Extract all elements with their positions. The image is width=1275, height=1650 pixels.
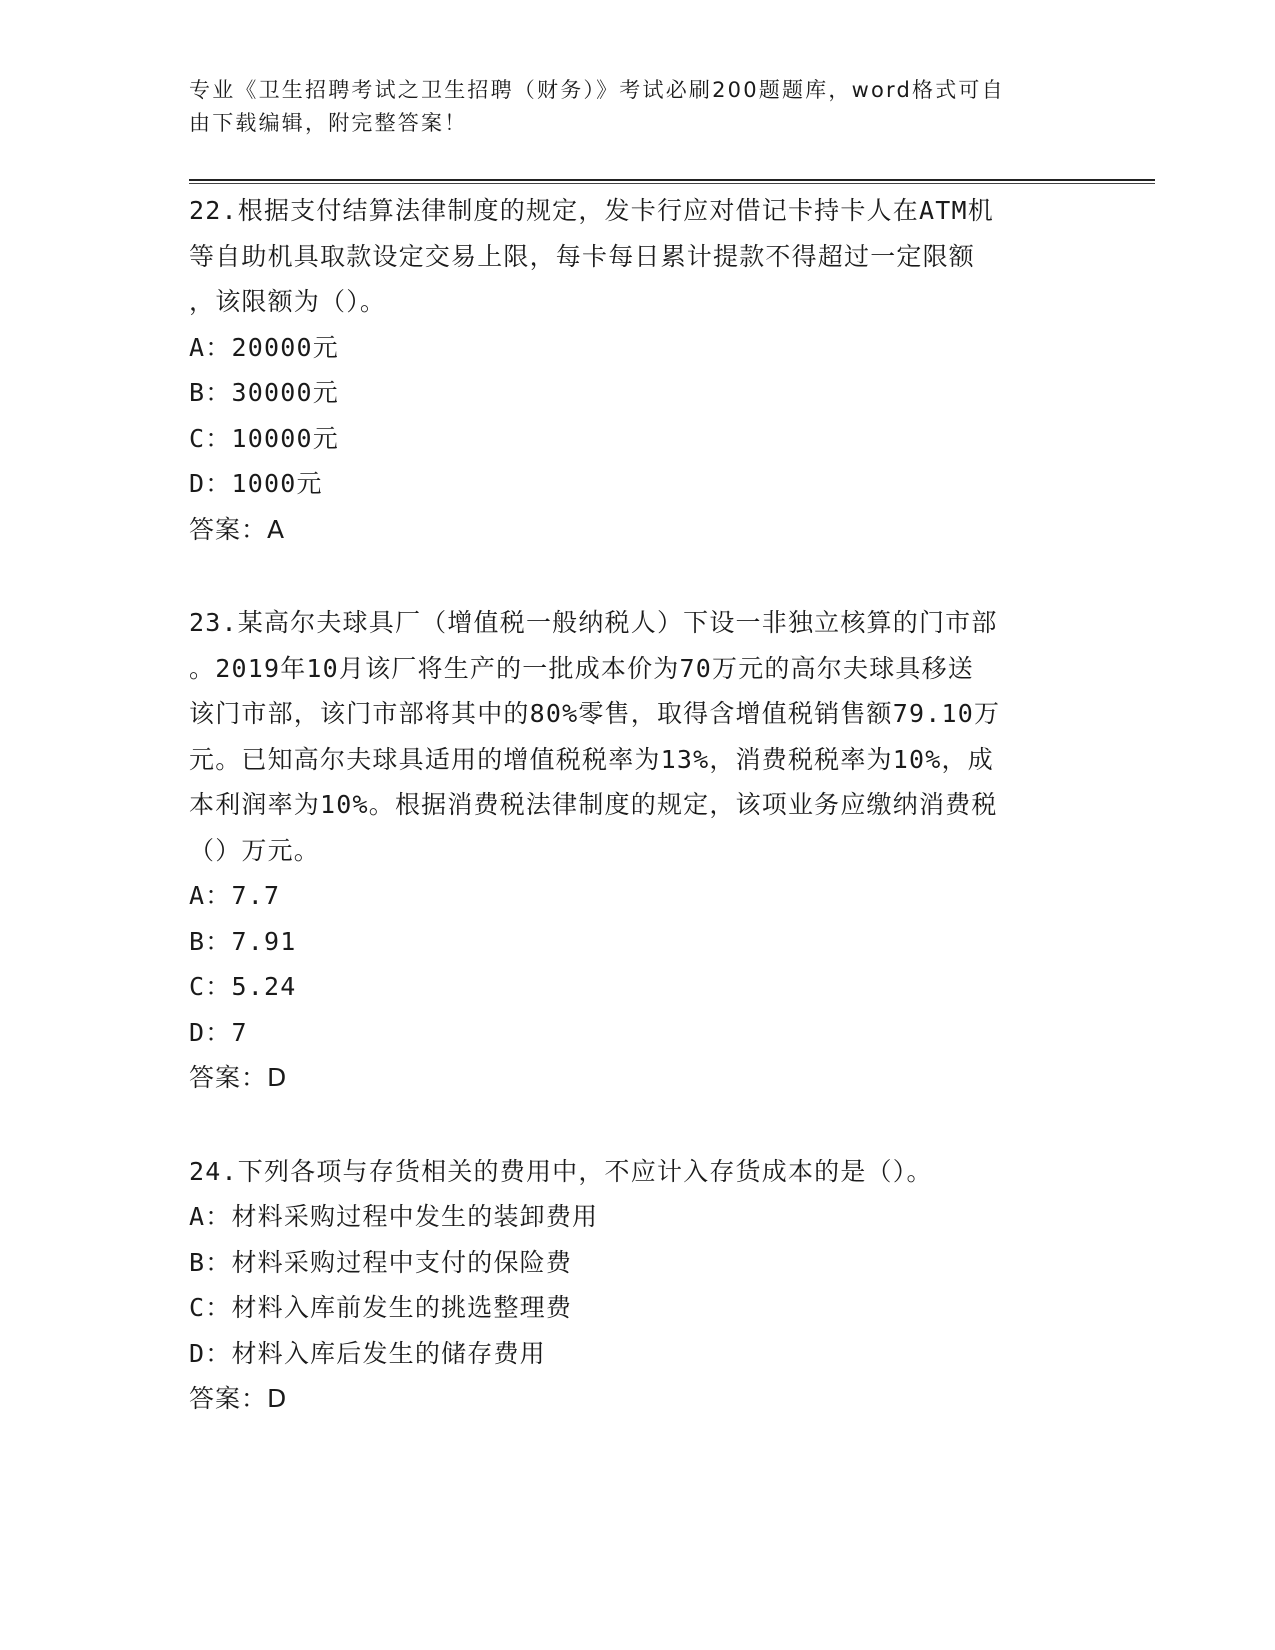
option-b: B：7.91 (189, 926, 297, 956)
option-a: A：材料采购过程中发生的装卸费用 (189, 1202, 599, 1231)
option-c: C：10000元 (189, 423, 339, 453)
option-c: C：材料入库前发生的挑选整理费 (189, 1293, 573, 1322)
question-stem (189, 600, 1089, 873)
option-a: A：20000元 (189, 332, 339, 362)
option-b: B：材料采购过程中支付的保险费 (189, 1247, 573, 1277)
stem-line: 。2019年10月该厂将生产的一批成本价为70万元的高尔夫球具移送 (189, 653, 975, 683)
stem-line: 22.根据支付结算法律制度的规定，发卡行应对借记卡持卡人在ATM机 (189, 196, 994, 225)
header-divider-thick (189, 179, 1155, 181)
stem-line: 本利润率为10%。根据消费税法律制度的规定，该项业务应缴纳消费税 (189, 790, 998, 819)
stem-line: 等自助机具取款设定交易上限，每卡每日累计提款不得超过一定限额 (189, 241, 976, 271)
stem-line: 该门市部，该门市部将其中的80%零售，取得含增值税销售额79.10万 (189, 699, 1001, 728)
option-d: D：7 (189, 1017, 248, 1047)
question-22 (189, 188, 1089, 552)
option-d: D：1000元 (189, 469, 323, 498)
question-24 (189, 1149, 1089, 1422)
stem-line: 23.某高尔夫球具厂（增值税一般纳税人）下设一非独立核算的门市部 (189, 608, 998, 637)
answer-label: 答案：A (189, 514, 286, 544)
stem-line: 24.下列各项与存货相关的费用中，不应计入存货成本的是（）。 (189, 1156, 933, 1186)
stem-line: ，该限额为（）。 (189, 287, 387, 316)
option-c: C：5.24 (189, 972, 297, 1001)
answer-label: 答案：D (189, 1063, 288, 1092)
document-header (189, 74, 1069, 140)
question-23 (189, 600, 1089, 1101)
option-b: B：30000元 (189, 378, 339, 407)
question-stem (189, 188, 1089, 325)
header-line: 由下载编辑，附完整答案！ (189, 111, 468, 135)
stem-line: 元。已知高尔夫球具适用的增值税税率为13%，消费税税率为10%，成 (189, 744, 994, 774)
question-stem (189, 1149, 1089, 1195)
answer-label: 答案：D (189, 1384, 288, 1413)
option-d: D：材料入库后发生的储存费用 (189, 1338, 546, 1368)
header-line: 专业《卫生招聘考试之卫生招聘（财务）》考试必刷200题题库，word格式可自 (189, 78, 1005, 102)
option-a: A：7.7 (189, 881, 281, 910)
header-divider-thin (189, 183, 1155, 184)
question-list (189, 188, 1089, 1470)
stem-line: （）万元。 (189, 835, 321, 865)
